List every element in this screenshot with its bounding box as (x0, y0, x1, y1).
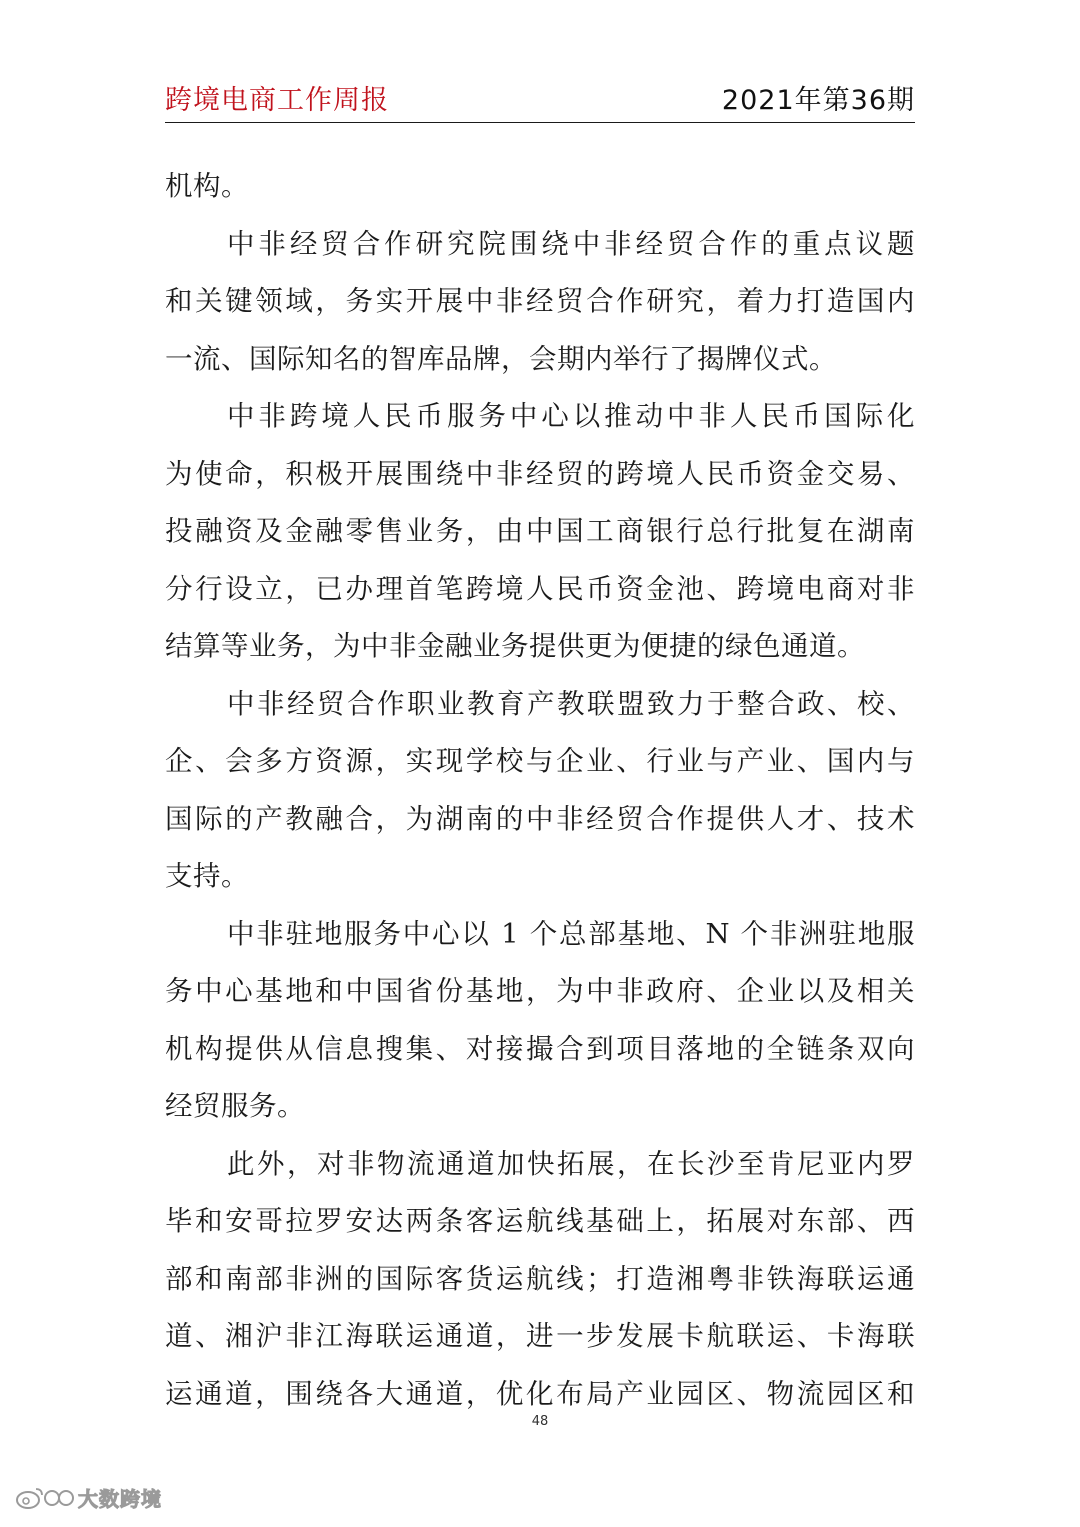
weibo-logo-icon (14, 1484, 74, 1512)
text-line: 毕和安哥拉罗安达两条客运航线基础上，拓展对东部、西 (165, 1205, 915, 1237)
header-divider (165, 122, 915, 123)
text-line: 为使命，积极开展围绕中非经贸的跨境人民币资金交易、 (165, 457, 915, 490)
report-title: 跨境电商工作周报 (165, 85, 389, 116)
text-line: 企、会多方资源，实现学校与企业、行业与产业、国内与 (165, 745, 915, 777)
text-line: 中非跨境人民币服务中心以推动中非人民币国际化 (227, 400, 915, 432)
page-number: 48 (531, 1414, 549, 1429)
watermark (14, 1483, 162, 1512)
text-line: 结算等业务，为中非金融业务提供更为便捷的绿色通道。 (165, 630, 865, 662)
text-line: 一流、国际知名的智库品牌，会期内举行了揭牌仪式。 (165, 342, 837, 375)
text-line: 中非驻地服务中心以 1 个总部基地、N 个非洲驻地服 (227, 917, 916, 950)
text-line: 务中心基地和中国省份基地，为中非政府、企业以及相关 (165, 975, 915, 1007)
text-line: 经贸服务。 (165, 1090, 305, 1122)
text-line: 部和南部非洲的国际客货运航线；打造湘粤非铁海联运通 (165, 1262, 915, 1295)
issue-number: 2021年第36期 (721, 85, 915, 116)
text-line: 和关键领域，务实开展中非经贸合作研究，着力打造国内 (165, 285, 915, 317)
text-line: 中非经贸合作职业教育产教联盟致力于整合政、校、 (227, 687, 915, 720)
text-line: 分行设立，已办理首笔跨境人民币资金池、跨境电商对非 (165, 572, 915, 605)
watermark-text: 大数跨境 (78, 1487, 162, 1511)
text-line: 投融资及金融零售业务，由中国工商银行总行批复在湖南 (165, 515, 915, 547)
text-line: 机构。 (165, 170, 249, 202)
text-line: 运通道，围绕各大通道，优化布局产业园区、物流园区和 (165, 1377, 915, 1410)
text-line: 中非经贸合作研究院围绕中非经贸合作的重点议题 (227, 227, 915, 260)
text-line: 道、湘沪非江海联运通道，进一步发展卡航联运、卡海联 (165, 1320, 915, 1352)
body-text (165, 158, 915, 1423)
text-line: 支持。 (165, 860, 249, 892)
text-line: 此外，对非物流通道加快拓展，在长沙至肯尼亚内罗 (227, 1147, 915, 1180)
text-line: 国际的产教融合，为湖南的中非经贸合作提供人才、技术 (165, 802, 915, 835)
text-line: 机构提供从信息搜集、对接撮合到项目落地的全链条双向 (165, 1032, 915, 1065)
